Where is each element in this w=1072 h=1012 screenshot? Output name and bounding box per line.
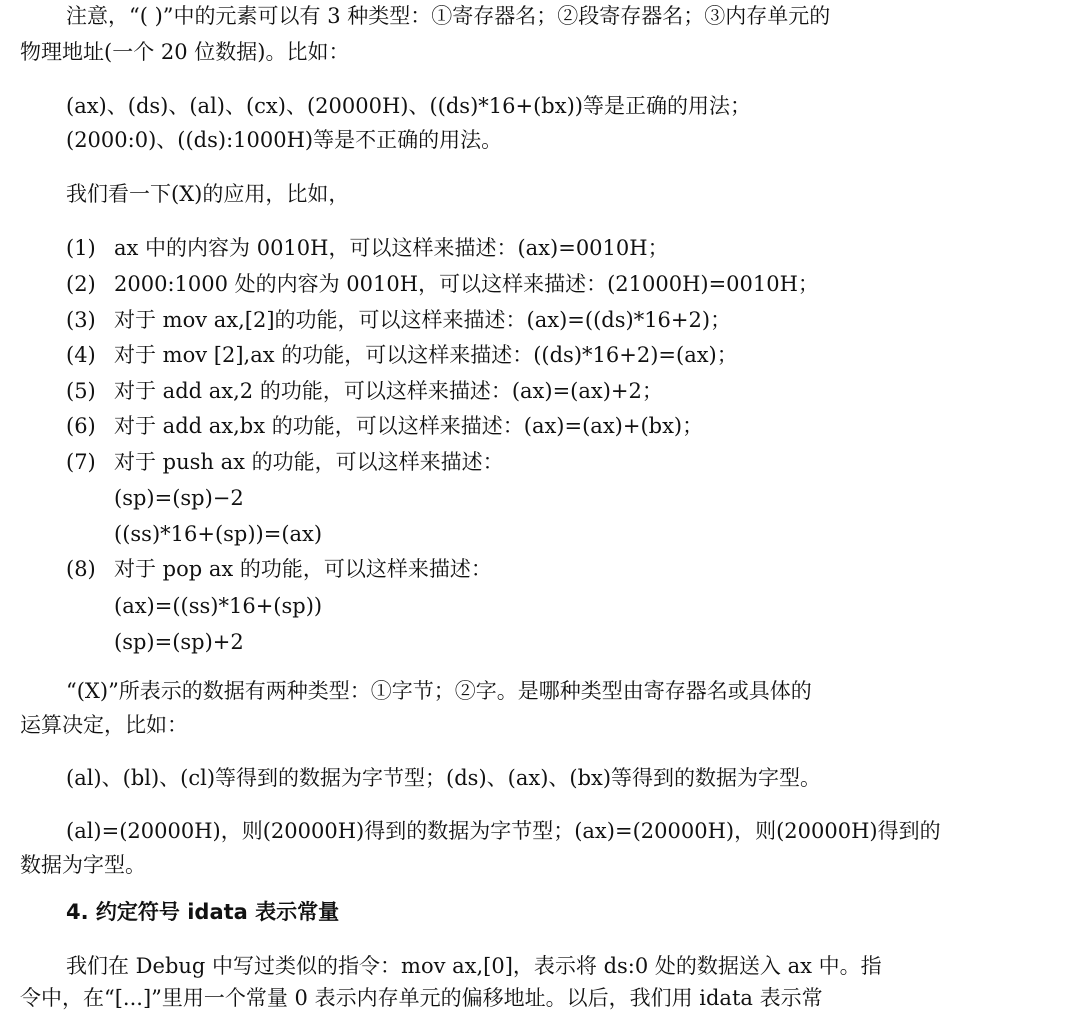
- list-item-number: (3): [66, 308, 96, 332]
- push-step-2: ((ss)*16+(sp))=(ax): [114, 522, 323, 546]
- example-memory-line2: 数据为字型。: [20, 853, 146, 877]
- list-item-text: 对于 mov ax,[2]的功能，可以这样来描述：(ax)=((ds)*16+2)；: [114, 308, 732, 332]
- push-step-1: (sp)=(sp)−2: [114, 486, 244, 510]
- paragraph-types-line1: “(X)”所表示的数据有两种类型：①字节；②字。是哪种类型由寄存器名或具体的: [66, 679, 812, 703]
- list-item-text: ax 中的内容为 0010H，可以这样来描述：(ax)=0010H；: [114, 236, 669, 260]
- section-heading: 4. 约定符号 idata 表示常量: [66, 900, 340, 924]
- list-item-text: 对于 add ax,bx 的功能，可以这样来描述：(ax)=(ax)+(bx)；: [114, 414, 704, 438]
- paragraph-debug-line2-cut: 令中，在“[...]”里用一个常量 0 表示内存单元的偏移地址。以后，我们用 idata 表示常: [20, 986, 823, 1010]
- list-item-text: 对于 push ax 的功能，可以这样来描述：: [114, 450, 504, 474]
- list-item-number: (5): [66, 379, 96, 403]
- list-item-text: 2000:1000 处的内容为 0010H，可以这样来描述：(21000H)=0010H；: [114, 272, 819, 296]
- pop-step-2: (sp)=(sp)+2: [114, 630, 244, 654]
- list-item-number: (1): [66, 236, 96, 260]
- list-item-text: 对于 pop ax 的功能，可以这样来描述：: [114, 557, 492, 581]
- list-item-number: (7): [66, 450, 96, 474]
- list-item-text: 对于 add ax,2 的功能，可以这样来描述：(ax)=(ax)+2；: [114, 379, 663, 403]
- paragraph-note-line1: 注意，“( )”中的元素可以有 3 种类型：①寄存器名；②段寄存器名；③内存单元的: [66, 4, 831, 28]
- list-item-number: (4): [66, 343, 96, 367]
- list-item-number: (2): [66, 272, 96, 296]
- paragraph-debug-line1: 我们在 Debug 中写过类似的指令：mov ax,[0]，表示将 ds:0 处的数据送入 ax 中。指: [66, 954, 882, 978]
- example-wrong-usage: (2000:0)、((ds):1000H)等是不正确的用法。: [66, 128, 503, 152]
- paragraph-note-line2: 物理地址(一个 20 位数据)。比如：: [20, 40, 350, 64]
- list-item-number: (6): [66, 414, 96, 438]
- paragraph-types-line2: 运算决定，比如：: [20, 713, 188, 737]
- list-item-text: 对于 mov [2],ax 的功能，可以这样来描述：((ds)*16+2)=(ax)；: [114, 343, 738, 367]
- example-byte-word: (al)、(bl)、(cl)等得到的数据为字节型；(ds)、(ax)、(bx)等得到的数据为字型。: [66, 766, 822, 790]
- pop-step-1: (ax)=((ss)*16+(sp)): [114, 594, 323, 618]
- example-memory-line1: (al)=(20000H)，则(20000H)得到的数据为字节型；(ax)=(20000H)，则(20000H)得到的: [66, 819, 941, 843]
- list-item-number: (8): [66, 557, 96, 581]
- example-correct-usage: (ax)、(ds)、(al)、(cx)、(20000H)、((ds)*16+(bx))等是正确的用法；: [66, 94, 751, 118]
- intro-applications: 我们看一下(X)的应用，比如，: [66, 182, 350, 206]
